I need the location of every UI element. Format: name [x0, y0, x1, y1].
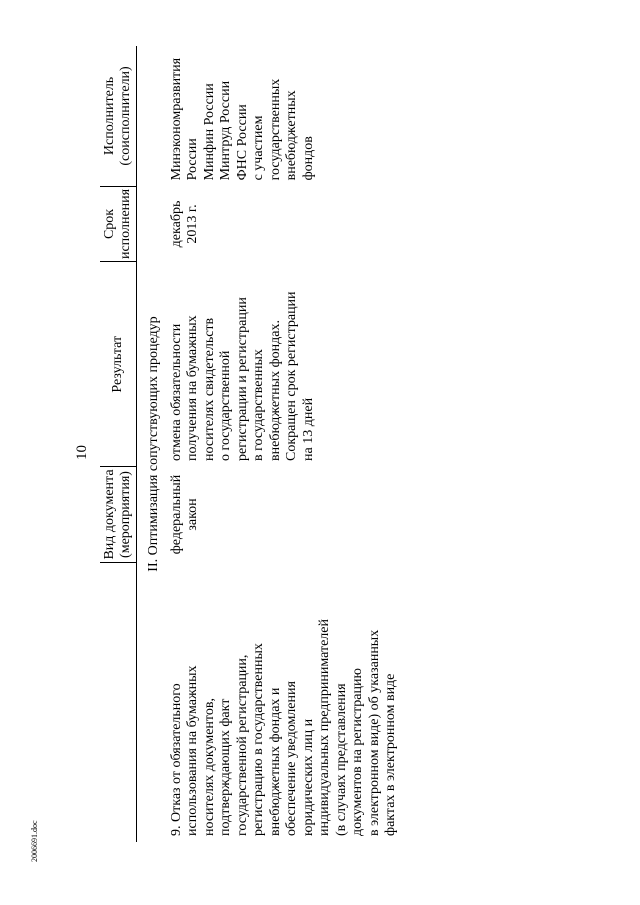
executor-text-line: России — [185, 138, 200, 181]
deadline-text-line: 2013 г. — [185, 204, 200, 244]
result-text-line: внебюджетных фондах. — [267, 320, 283, 461]
cell-deadline — [169, 186, 400, 261]
executor-text-line: Минтруд России — [218, 80, 233, 181]
result-text-line: в государственных — [251, 349, 266, 461]
header-deadline-line: исполнения — [118, 188, 133, 260]
footer-doc-code: 2006691.doc — [30, 820, 39, 862]
measure-text-line: (в случаях представления — [333, 683, 349, 836]
measure-text-line: фактах в электронном виде — [383, 673, 398, 836]
header-deadline-line: Срок — [101, 208, 117, 240]
cell-result — [169, 262, 400, 467]
measure-text-line: подтверждающих факт — [218, 698, 233, 836]
cell-executor — [169, 46, 400, 186]
executor-text-line: с участием — [251, 115, 266, 181]
result-text-line: носителях свидетельств — [201, 317, 217, 461]
header-deadline — [100, 186, 137, 261]
result-text-line: отмена обязательности — [168, 323, 184, 461]
table-header-row — [100, 46, 137, 842]
executor-text-line: Минфин России — [201, 83, 217, 181]
header-result: Результат — [100, 262, 137, 467]
measure-text-line: индивидуальных предпринимателей — [317, 619, 332, 836]
result-text-line: о государственной — [218, 350, 233, 461]
table-row — [169, 46, 400, 842]
header-executor — [100, 46, 137, 186]
cell-doc-type — [169, 467, 400, 562]
measure-text-line: 9. Отказ от обязательного — [168, 683, 184, 836]
header-measure — [100, 562, 137, 842]
rotated-page — [70, 0, 640, 905]
executor-text-line: внебюджетных — [284, 90, 299, 181]
page-number: 10 — [74, 445, 90, 460]
header-doc-type-line: (мероприятия) — [118, 471, 133, 558]
executor-text-line: ФНС России — [234, 104, 250, 181]
measure-text-line: государственной регистрации, — [234, 654, 250, 836]
measures-table — [100, 46, 400, 842]
cell-measure — [169, 562, 400, 842]
doc-type-text-line: закон — [185, 498, 200, 531]
doc-type-text-line: федеральный — [168, 474, 184, 555]
measure-text-line: внебюджетных фондах и — [267, 687, 283, 836]
result-text-line: получения на бумажных — [185, 315, 200, 461]
measure-text-line: носителях документов, — [201, 698, 217, 836]
measure-text-line: юридических лиц и — [300, 718, 316, 836]
executor-text-line: Минэкономразвития — [168, 57, 184, 181]
header-executor-line: Исполнитель — [101, 76, 117, 156]
result-text-line: Сокращен срок регистрации — [284, 291, 299, 461]
measure-text-line: регистрацию в государственных — [251, 643, 266, 836]
result-text-line: регистрации и регистрации — [234, 297, 250, 461]
header-doc-type — [100, 467, 137, 562]
executor-text-line: государственных — [267, 78, 283, 181]
executor-text-line: фондов — [300, 136, 316, 181]
deadline-text-line: декабрь — [168, 200, 184, 248]
section-row — [137, 46, 169, 842]
measure-text-line: использования на бумажных — [185, 665, 200, 836]
footer — [30, 820, 39, 863]
measure-text-line: в электронном виде) об указанных — [366, 629, 382, 836]
measure-text-line: обеспечение уведомления — [284, 681, 299, 836]
header-doc-type-line: Вид документа — [101, 469, 117, 560]
section-title: II. Оптимизация сопутствующих процедур — [146, 316, 161, 572]
measure-text-line: документов на регистрацию — [350, 668, 365, 836]
result-text-line: на 13 дней — [300, 397, 316, 461]
header-executor-line: (соисполнители) — [118, 66, 133, 166]
